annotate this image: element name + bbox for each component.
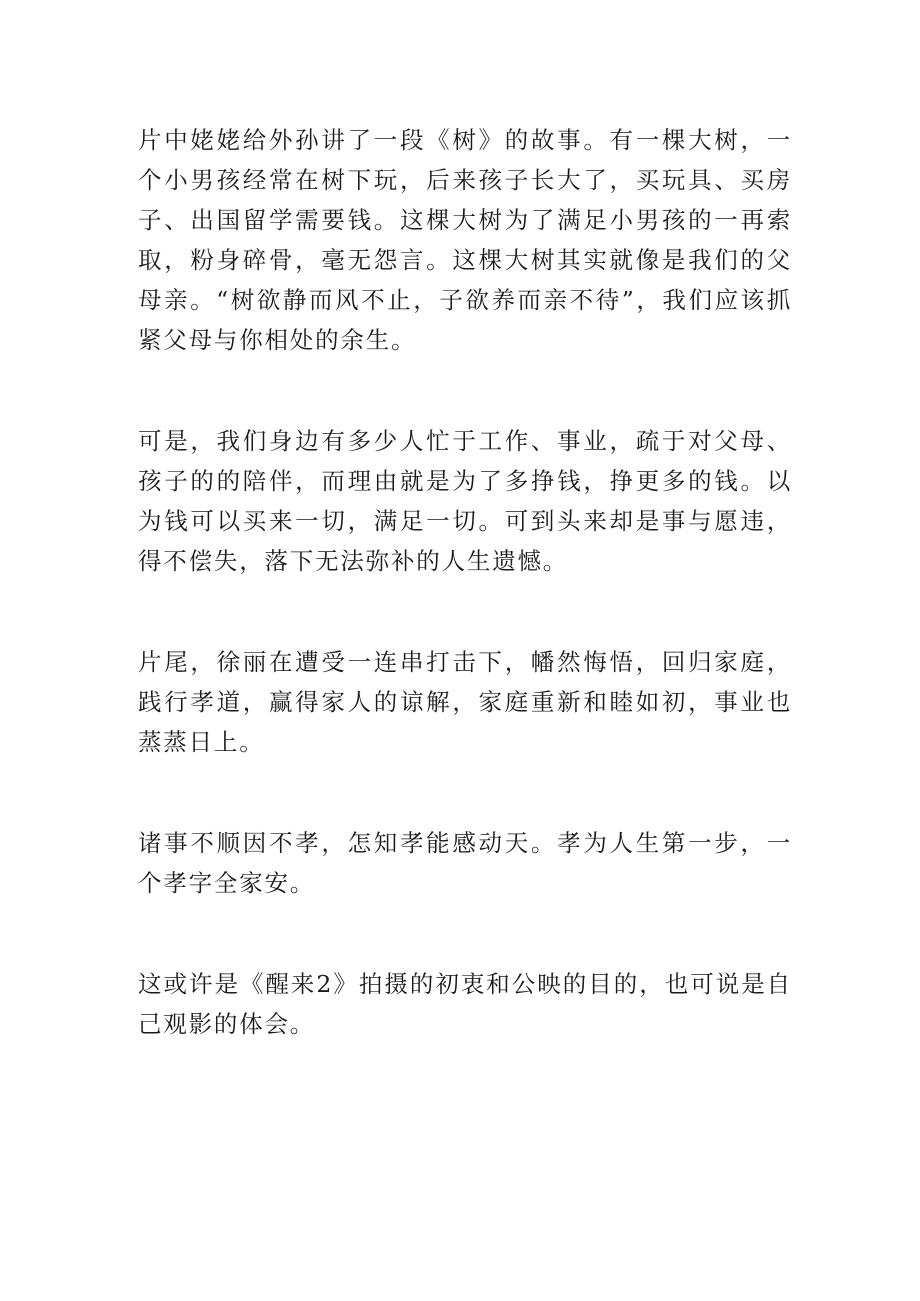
paragraph-4: 诸事不顺因不孝，怎知孝能感动天。孝为人生第一步，一个孝字全家安。 [138,829,792,897]
paragraph-5: 这或许是《醒来2》拍摄的初衷和公映的目的，也可说是自己观影的体会。 [138,970,792,1038]
paragraph-1: 片中姥姥给外孙讲了一段《树》的故事。有一棵大树，一个小男孩经常在树下玩，后来孩子长大了，买玩具、买房子、出国留学需要钱。这棵大树为了满足小男孩的一再索取，粉身碎骨，毫无怨言。这棵大树其实就像是我们的父母亲。“树欲静而风不止，子欲养而亲不待”，我们应该抓紧父母与你相处的余生。 [138,126,792,354]
paragraph-2: 可是，我们身边有多少人忙于工作、事业，疏于对父母、孩子的的陪伴，而理由就是为了多挣钱，挣更多的钱。以为钱可以买来一切，满足一切。可到头来却是事与愿违，得不偿失，落下无法弥补的人生遗憾。 [138,427,792,575]
paragraph-3: 片尾，徐丽在遭受一连串打击下，幡然悔悟，回归家庭，践行孝道，赢得家人的谅解，家庭重新和睦如初，事业也蒸蒸日上。 [138,648,792,756]
document-body [138,120,792,1105]
